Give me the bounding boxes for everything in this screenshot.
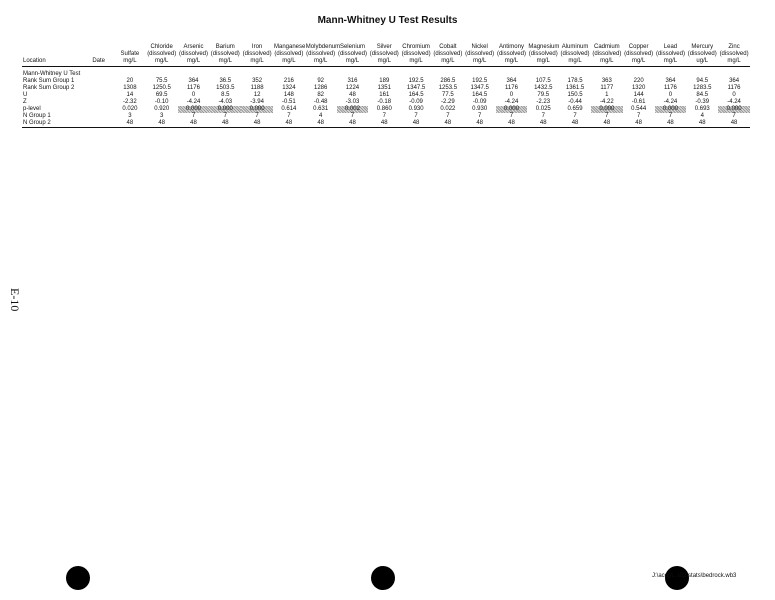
table-cell: 82 bbox=[317, 92, 325, 98]
table-cell: 75.5 bbox=[155, 78, 168, 84]
column-header-name: Chromium bbox=[402, 44, 430, 50]
table-cell: 1176 bbox=[505, 85, 518, 91]
column-header-unit: mg/L bbox=[155, 58, 169, 64]
table-cell: 1308 bbox=[123, 85, 137, 91]
column-header-name: Zinc bbox=[728, 44, 740, 50]
table-cell: 144 bbox=[633, 92, 644, 98]
table-cell: -0.61 bbox=[631, 99, 646, 105]
table-cell: 0.020 bbox=[122, 106, 138, 112]
table-cell: 1 bbox=[605, 92, 609, 98]
table-cell: 0.000 bbox=[655, 106, 687, 113]
column-header-aluminum bbox=[559, 44, 591, 67]
table-cell: 1176 bbox=[663, 85, 677, 91]
table-cell: 0.659 bbox=[567, 106, 583, 112]
column-header-sub: (dissolved) bbox=[592, 51, 622, 57]
table-cell: 48 bbox=[337, 120, 369, 128]
column-header-sub: (dissolved) bbox=[369, 51, 399, 57]
column-header-unit: mg/L bbox=[504, 58, 519, 64]
column-header-sub: (dissolved) bbox=[147, 51, 177, 57]
table-cell: -3.94 bbox=[250, 99, 264, 105]
table-cell: 48 bbox=[349, 92, 356, 98]
column-header-unit: mg/L bbox=[536, 58, 550, 64]
table-cell: 0.025 bbox=[535, 106, 551, 112]
column-header-unit: mg/L bbox=[631, 58, 646, 64]
column-header-sub: (dissolved) bbox=[337, 51, 367, 57]
table-cell: 364 bbox=[188, 78, 199, 84]
table-cell: 94.5 bbox=[696, 78, 709, 84]
column-header-unit: mg/L bbox=[600, 58, 614, 64]
table-cell: 48 bbox=[305, 120, 337, 128]
table-cell: 3 bbox=[160, 113, 164, 119]
table-row bbox=[22, 120, 750, 128]
column-header-unit: mg/L bbox=[472, 58, 487, 64]
table-row bbox=[22, 92, 750, 99]
table-cell: -2.23 bbox=[536, 99, 551, 105]
table-cell: -0.48 bbox=[313, 99, 328, 105]
table-cell: 363 bbox=[601, 78, 612, 84]
table-cell: -0.18 bbox=[377, 99, 392, 105]
table-cell: 7 bbox=[223, 113, 227, 119]
table-cell: 48 bbox=[718, 120, 750, 128]
table-cell: 48 bbox=[400, 120, 432, 128]
table-cell: 0.930 bbox=[408, 106, 424, 112]
column-header-unit: mg/L bbox=[441, 58, 455, 64]
table-cell: -0.09 bbox=[409, 99, 423, 105]
column-header-unit: mg/L bbox=[568, 58, 582, 64]
column-header-name: Copper bbox=[628, 44, 649, 50]
column-header-name: Barium bbox=[215, 44, 235, 50]
column-header-unit: mg/L bbox=[123, 58, 137, 64]
location-header: Location bbox=[23, 58, 46, 64]
table-cell: 161 bbox=[379, 92, 390, 98]
column-header-name: Aluminum bbox=[561, 44, 589, 50]
column-header-cobalt bbox=[432, 44, 464, 67]
table-row bbox=[22, 106, 750, 113]
table-cell: 7 bbox=[732, 113, 736, 119]
table-cell: 192.5 bbox=[472, 78, 488, 84]
section-label: Mann-Whitney U Test bbox=[23, 71, 81, 77]
table-cell: 7 bbox=[414, 113, 418, 119]
row-label: Rank Sum Group 2 bbox=[23, 85, 75, 91]
column-header-name: Cobalt bbox=[439, 44, 457, 50]
table-cell: 7 bbox=[191, 113, 196, 119]
table-cell: 1224 bbox=[345, 85, 360, 91]
table-cell: 1503.5 bbox=[216, 85, 235, 91]
table-cell: 0 bbox=[668, 92, 673, 98]
column-header-mercury bbox=[686, 44, 718, 67]
table-cell: 1250.5 bbox=[152, 85, 171, 91]
table-cell: 7 bbox=[541, 113, 545, 119]
column-header-name: Nickel bbox=[471, 44, 488, 50]
table-cell: 84.5 bbox=[696, 92, 709, 98]
table-cell: 69.5 bbox=[155, 92, 168, 98]
table-cell: 1177 bbox=[600, 85, 614, 91]
column-header-name: Sulfate bbox=[120, 51, 140, 57]
table-cell: -2.29 bbox=[441, 99, 455, 105]
table-cell: 107.5 bbox=[535, 78, 551, 84]
table-row bbox=[22, 113, 750, 120]
table-cell: -0.39 bbox=[695, 99, 710, 105]
column-header-sub: (dissolved) bbox=[528, 51, 558, 57]
table-cell: 48 bbox=[496, 120, 528, 128]
column-header-name: Selenium bbox=[339, 44, 365, 50]
column-header-iron bbox=[241, 44, 273, 67]
table-cell: 1361.5 bbox=[565, 85, 585, 91]
column-header-silver bbox=[368, 44, 400, 67]
table-cell: 7 bbox=[668, 113, 673, 119]
table-cell: 0.000 bbox=[241, 106, 273, 113]
table-cell: 1320 bbox=[631, 85, 646, 91]
file-path: J:\acop\...\02\stats\bedrock.wb3 bbox=[652, 573, 737, 579]
column-header-chloride bbox=[146, 44, 178, 67]
table-cell: 7 bbox=[255, 113, 259, 119]
table-cell: -2.32 bbox=[123, 99, 137, 105]
table-cell: -4.24 bbox=[504, 99, 519, 105]
column-header-unit: ug/L bbox=[696, 58, 709, 64]
table-cell: -0.51 bbox=[282, 99, 296, 105]
table-cell: 1347.5 bbox=[470, 85, 489, 91]
table-cell: 0.000 bbox=[591, 106, 623, 113]
table-cell: 7 bbox=[509, 113, 514, 119]
table-cell: 0.544 bbox=[631, 106, 647, 112]
table-cell: 8.5 bbox=[221, 92, 230, 98]
column-header-unit: mg/L bbox=[377, 58, 391, 64]
column-header-sub: (dissolved) bbox=[687, 51, 717, 57]
table-cell: 352 bbox=[252, 78, 263, 84]
column-header-manganese bbox=[273, 44, 305, 67]
table-cell: 316 bbox=[347, 78, 358, 84]
column-header-unit: mg/L bbox=[409, 58, 423, 64]
table-cell: 1324 bbox=[282, 85, 296, 91]
table-cell: 1283.5 bbox=[693, 85, 712, 91]
table-cell: 0 bbox=[191, 92, 196, 98]
table-cell: 92 bbox=[317, 78, 325, 84]
table-cell: 7 bbox=[573, 113, 577, 119]
punch-hole bbox=[371, 566, 395, 590]
column-header-sub: (dissolved) bbox=[433, 51, 463, 57]
table-cell: 48 bbox=[432, 120, 464, 128]
table-cell: 7 bbox=[605, 113, 609, 119]
table-cell: 48 bbox=[464, 120, 496, 128]
column-header-name: Iron bbox=[251, 44, 263, 50]
table-cell: 48 bbox=[146, 120, 178, 128]
column-header-sub: (dissolved) bbox=[178, 51, 208, 57]
column-header-sub: (dissolved) bbox=[274, 51, 304, 57]
table-cell: 1286 bbox=[314, 85, 328, 91]
punch-hole bbox=[66, 566, 90, 590]
table-cell: 1176 bbox=[727, 85, 741, 91]
table-cell: 48 bbox=[591, 120, 623, 128]
table-cell: 20 bbox=[126, 78, 134, 84]
table-cell: 7 bbox=[636, 113, 641, 119]
column-header-sub: (dissolved) bbox=[496, 51, 526, 57]
row-label: p-level bbox=[23, 106, 41, 112]
column-header-sub: (dissolved) bbox=[401, 51, 431, 57]
column-header-unit: mg/L bbox=[345, 58, 360, 64]
table-cell: -4.24 bbox=[727, 99, 741, 105]
table-cell: 1188 bbox=[250, 85, 264, 91]
table-cell: 48 bbox=[686, 120, 718, 128]
location-date-header bbox=[22, 44, 114, 67]
table-cell: 0.693 bbox=[694, 106, 710, 112]
column-header-nickel bbox=[464, 44, 496, 67]
column-header-name: Manganese bbox=[273, 44, 306, 50]
column-header-name: Cadmium bbox=[594, 44, 620, 50]
column-header-name: Molybdenum bbox=[305, 44, 341, 50]
table-cell: 12 bbox=[253, 92, 261, 98]
column-header-name: Arsenic bbox=[183, 44, 204, 50]
table-cell: 0.000 bbox=[178, 106, 210, 113]
table-cell: 4 bbox=[319, 113, 323, 119]
table-cell: -0.10 bbox=[154, 99, 169, 105]
table-cell: 0.614 bbox=[281, 106, 297, 112]
column-header-sub: (dissolved) bbox=[719, 51, 749, 57]
table-cell: -4.22 bbox=[600, 99, 614, 105]
results-table bbox=[22, 44, 750, 128]
table-cell: 48 bbox=[559, 120, 591, 128]
table-cell: 1176 bbox=[187, 85, 200, 91]
table-cell: 3 bbox=[128, 113, 132, 119]
column-header-unit: mg/L bbox=[727, 58, 741, 64]
table-cell: 192.5 bbox=[408, 78, 424, 84]
column-header-name: Mercury bbox=[691, 44, 714, 50]
column-header-unit: mg/L bbox=[282, 58, 296, 64]
table-cell: 164.5 bbox=[408, 92, 424, 98]
column-header-unit: mg/L bbox=[250, 58, 264, 64]
table-cell: 0 bbox=[732, 92, 736, 98]
table-cell: 364 bbox=[506, 78, 517, 84]
table-row bbox=[22, 99, 750, 106]
row-label: Rank Sum Group 1 bbox=[23, 78, 75, 84]
column-header-sub: (dissolved) bbox=[465, 51, 495, 57]
column-header-sub: (dissolved) bbox=[210, 51, 240, 57]
column-header-antimony bbox=[496, 44, 528, 67]
column-header-name: Antimony bbox=[498, 44, 524, 50]
column-header-sub: (dissolved) bbox=[655, 51, 685, 57]
row-label: Z bbox=[23, 99, 27, 105]
table-row bbox=[22, 78, 750, 85]
table-cell: -0.09 bbox=[472, 99, 487, 105]
table-cell: 0.631 bbox=[313, 106, 329, 112]
table-cell: 7 bbox=[477, 113, 482, 119]
table-cell: 0.930 bbox=[472, 106, 488, 112]
table-cell: 364 bbox=[665, 78, 676, 84]
table-cell: 220 bbox=[633, 78, 644, 84]
table-cell: 48 bbox=[368, 120, 400, 128]
table-cell: 0.002 bbox=[337, 106, 369, 113]
table-cell: 79.5 bbox=[537, 92, 550, 98]
column-header-name: Magnesium bbox=[528, 44, 560, 50]
table-cell: 48 bbox=[241, 120, 273, 128]
column-header-unit: mg/L bbox=[218, 58, 232, 64]
table-cell: 178.5 bbox=[567, 78, 583, 84]
table-cell: -4.24 bbox=[186, 99, 201, 105]
table-cell: 48 bbox=[623, 120, 655, 128]
column-header-barium bbox=[209, 44, 241, 67]
column-header-chromium bbox=[400, 44, 432, 67]
column-header-name: Lead bbox=[663, 44, 678, 50]
column-header-molybdenum bbox=[305, 44, 341, 67]
table-cell: 36.5 bbox=[219, 78, 232, 84]
table-cell: 148 bbox=[283, 92, 294, 98]
table-cell: 0.920 bbox=[154, 106, 170, 112]
table-cell: 7 bbox=[350, 113, 355, 119]
table-cell: 48 bbox=[178, 120, 210, 128]
table-row bbox=[22, 85, 750, 92]
section-label-row bbox=[22, 71, 750, 78]
table-cell: -3.03 bbox=[345, 99, 360, 105]
table-cell: 7 bbox=[382, 113, 386, 119]
table-cell: 48 bbox=[655, 120, 687, 128]
table-cell: 364 bbox=[729, 78, 740, 84]
table-cell: 48 bbox=[114, 120, 146, 128]
column-header-sub: (dissolved) bbox=[306, 51, 336, 57]
table-cell: 14 bbox=[126, 92, 134, 98]
table-cell: 0.022 bbox=[440, 106, 456, 112]
table-cell: -4.24 bbox=[663, 99, 678, 105]
table-cell: 0.860 bbox=[376, 106, 392, 112]
row-label: U bbox=[23, 92, 28, 98]
page-title: Mann-Whitney U Test Results bbox=[317, 15, 458, 26]
table-cell: 216 bbox=[283, 78, 294, 84]
table-cell: 7 bbox=[446, 113, 450, 119]
column-header-name: Silver bbox=[376, 44, 392, 50]
table-cell: 7 bbox=[287, 113, 291, 119]
column-header-lead bbox=[655, 44, 687, 67]
column-header-zinc bbox=[718, 44, 750, 67]
table-cell: 1351 bbox=[377, 85, 391, 91]
table-cell: 0.000 bbox=[718, 106, 750, 113]
table-header-row bbox=[22, 44, 750, 67]
row-label: N Group 2 bbox=[22, 120, 114, 128]
column-header-unit: mg/L bbox=[186, 58, 201, 64]
table-cell: 1253.5 bbox=[438, 85, 458, 91]
table-cell: 0.000 bbox=[496, 106, 528, 113]
table-cell: 48 bbox=[527, 120, 559, 128]
table-cell: 189 bbox=[379, 78, 390, 84]
table-cell: 48 bbox=[273, 120, 305, 128]
table-cell: 1347.5 bbox=[406, 85, 426, 91]
column-header-cadmium bbox=[591, 44, 623, 67]
column-header-unit: mg/L bbox=[314, 58, 328, 64]
table-cell: 150.5 bbox=[567, 92, 583, 98]
column-header-copper bbox=[623, 44, 655, 67]
column-header-arsenic bbox=[178, 44, 210, 67]
table-cell: -4.03 bbox=[218, 99, 233, 105]
table-cell: 164.5 bbox=[472, 92, 488, 98]
date-header: Date bbox=[92, 58, 105, 64]
column-header-name: Chloride bbox=[150, 44, 173, 50]
table-cell: 0 bbox=[509, 92, 514, 98]
column-header-unit: mg/L bbox=[663, 58, 678, 64]
table-cell: 4 bbox=[700, 113, 704, 119]
table-cell: 0.000 bbox=[209, 106, 241, 113]
column-header-sulfate bbox=[114, 44, 146, 67]
table-cell: 48 bbox=[209, 120, 241, 128]
row-label: N Group 1 bbox=[23, 113, 51, 119]
column-header-sub: (dissolved) bbox=[242, 51, 272, 57]
column-header-sub: (dissolved) bbox=[624, 51, 654, 57]
column-header-magnesium bbox=[527, 44, 559, 67]
table-cell: 1432.5 bbox=[534, 85, 553, 91]
table-cell: 77.5 bbox=[442, 92, 454, 98]
page-number: E-10 bbox=[8, 288, 22, 312]
table-cell: 286.5 bbox=[440, 78, 456, 84]
column-header-selenium bbox=[337, 44, 369, 67]
table-cell: -0.44 bbox=[568, 99, 582, 105]
column-header-sub: (dissolved) bbox=[560, 51, 590, 57]
